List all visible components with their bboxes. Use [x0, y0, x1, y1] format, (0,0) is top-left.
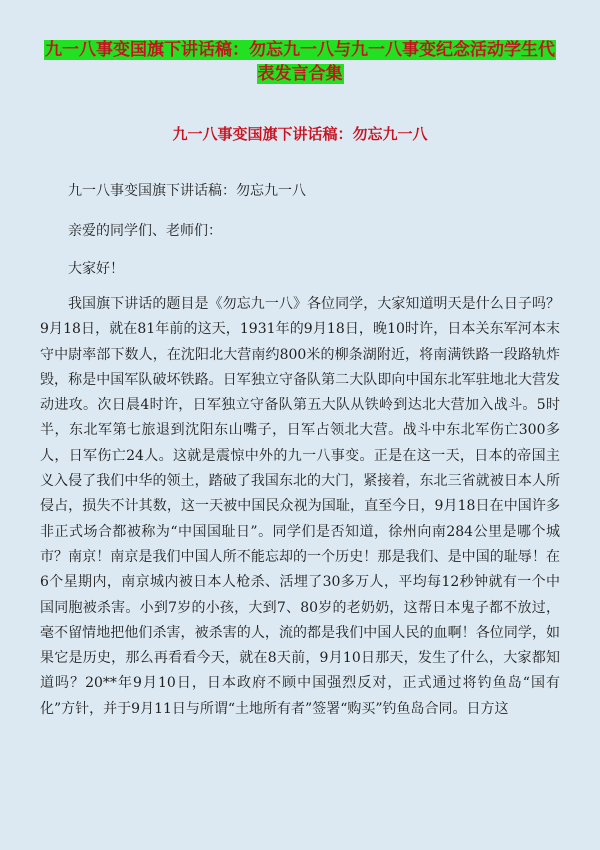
- document-title-text: 九一八事变国旗下讲话稿：勿忘九一八与九一八事变纪念活动学生代表发言合集: [45, 40, 555, 84]
- paragraph-greeting: 大家好！: [68, 261, 124, 277]
- section-title: 九一八事变国旗下讲话稿：勿忘九一八: [172, 125, 428, 143]
- paragraph-subtitle: 九一八事变国旗下讲话稿：勿忘九一八: [68, 183, 306, 199]
- paragraph-body: 我国旗下讲话的题目是《勿忘九一八》各位同学，大家知道明天是什么日子吗？9月18日，就在81年前的这天，1931年的9月18日，晚10时许，日本关东军河本末守中尉率部下数人，在沈阳北大营南约800米的柳条湖附近，将南满铁路一段路轨炸毁，称是中国军队破坏铁路。日军独立守备队第二大队即向中国东北军驻地北大营发动进攻。次日晨4时许，日军独立守备队第五大队从铁岭到达北大营加入战斗。5时半，东北军第七旅退到沈阳东山嘴子，日军占领北大营。战斗中东北军伤亡300多人，日军伤亡24人。这就是震惊中外的九一八事变。正是在这一天，日本的帝国主义入侵了我们中华的领土，踏破了我国东北的大门，紧接着，东北三省就被日本人所侵占，损失不计其数，这一天被中国民众视为国耻，直至今日，9月18日在中国许多非正式场合都被称为“中国国耻日”。同学们是否知道，徐州向南284公里是哪个城市？南京！南京是我们中国人所不能忘却的一个历史！那是我们、是中国的耻辱！在6个星期内，南京城内被日本人枪杀、活埋了30多万人，平均每12秒钟就有一个中国同胞被杀害。小到7岁的小孩，大到7、80岁的老奶奶，这帮日本鬼子都不放过，毫不留情地把他们杀害，被杀害的人，流的都是我们中国人民的血啊！各位同学，如果它是历史，那么再看看今天，就在8天前，9月10日那天，发生了什么，大家都知道吗？20**年9月10日，日本政府不顾中国强烈反对，正式通过将钓鱼岛“国有化”方针，并于9月11日与所谓“土地所有者”签署“购买”钓鱼岛合同。日方这: [40, 296, 560, 717]
- document-title: [38, 38, 562, 86]
- paragraph-salutation: 亲爱的同学们、老师们：: [68, 223, 222, 239]
